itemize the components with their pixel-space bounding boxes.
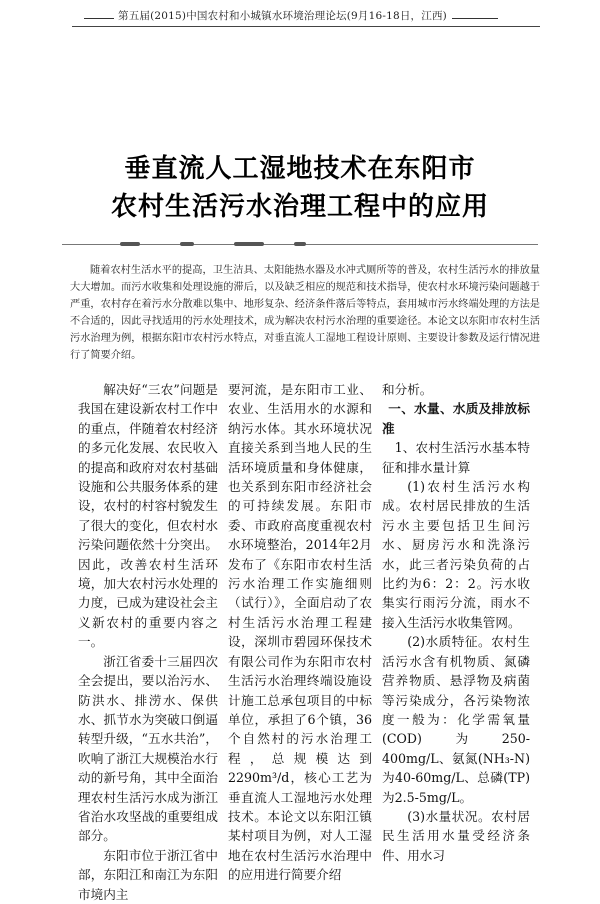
running-title: 第五届(2015)中国农村和小城镇水环境治理论坛(9月16-18日，江西) (118, 10, 447, 22)
paragraph: (1)农村生活污水构成。农村居民排放的生活污水主要包括卫生间污水、厨房污水和洗涤污水，此三者污染负荷的占比约为6：2：2。污水收集实行雨污分流，雨水不接入生活污水收集管网。 (382, 479, 530, 630)
paragraph: 东阳市位于浙江省中部，东阳江和南江为东阳市境内主 (78, 847, 218, 902)
header-divider (72, 26, 540, 27)
column-1 (78, 380, 218, 902)
abstract: 随着农村生活水平的提高，卫生洁具、太阳能热水器及水冲式厕所等的普及，农村生活污水的排放量大大增加。而污水收集和处理设施的滞后，以及缺乏相应的规范和技术指导，使农村水环境污染问题越于严重，农村存在着污水分散难以集中、地形复杂、经济条件落后等特点，套用城市污水终端处理的方法是不合适的，因此寻找适用的污水处理技术，成为解决农村污水治理的重要途径。本论文以东阳市农村生活污水治理为例，根据东阳市农村污水特点，对垂直流人工湿地工程设计原则、主要设计参数及运行情况进行了简要介绍。 (70, 265, 540, 361)
title-line-1: 垂直流人工湿地技术在东阳市 (124, 154, 476, 184)
header-rule-right (452, 18, 498, 19)
author-mark (120, 242, 140, 246)
paragraph: 要河流，是东阳市工业、农业、生活用水的水源和纳污水体。其水环境状况直接关系到当地人民的生活环境质量和身体健康，也关系到东阳市经济社会的可持续发展。东阳市委、市政府高度重视农村水环境整治，2014年2月发布了《东阳市农村生活污水治理工作实施细则（试行）》，全面启动了农村生活污水治理工程建设，深圳市碧园环保技术有限公司作为东阳市农村生活污水治理终端设施设计施工总承包项目的中标单位，承担了6个镇，36个自然村的污水治理工程，总规模达到2290m³/d，核心工艺为垂直流人工湿地污水处理技术。本论文以东阳江镇某村项目为例，对人工湿地在农村生活污水治理中的应用进行简要介绍 (228, 382, 372, 883)
author-mark (234, 242, 264, 246)
body-columns (60, 380, 580, 902)
column-2 (228, 380, 372, 883)
paper-title (60, 150, 540, 226)
author-line (62, 244, 538, 251)
paragraph: (3)水量状况。农村居民生活用水量受经济条件、用水习 (382, 808, 530, 863)
author-mark (180, 242, 194, 246)
section-heading: 一、水量、水质及排放标准 (382, 401, 530, 436)
header-rule-left (84, 18, 114, 19)
column-3 (382, 380, 530, 863)
running-header (0, 6, 600, 26)
paragraph: 解决好“三农”问题是我国在建设新农村工作中的重点，伴随着农村经济的多元化发展、农民收入的提高和政府对农村基础设施和公共服务体系的建设，农村的村容村貌发生了很大的变化，但农村水污染问题依然十分突出。因此，改善农村生活环境，加大农村污水处理的力度，已成为建设社会主义新农村的重要内容之一。 (78, 382, 218, 650)
title-line-2: 农村生活污水治理工程中的应用 (110, 192, 489, 222)
author-mark (294, 242, 306, 246)
paragraph: 和分析。 (382, 382, 433, 397)
paragraph: (2)水质特征。农村生活污水含有机物质、氮磷营养物质、悬浮物及病菌等污染成分，各污染物浓度一般为：化学需氧量(COD)为250-400mg/L、氨氮(NH₃-N)为40-60mg/L、总磷(TP)为2.5-5mg/L。 (382, 634, 530, 805)
subsection-heading: 1、农村生活污水基本特征和排水量计算 (382, 440, 530, 475)
paragraph: 浙江省委十三届四次全会提出，要以治污水、防洪水、排涝水、保供水、抓节水为突破口倒逼转型升级，“五水共治”，吹响了浙江大规模治水行动的新号角，其中全面治理农村生活污水成为浙江省治水攻坚战的重要组成部分。 (78, 653, 218, 844)
